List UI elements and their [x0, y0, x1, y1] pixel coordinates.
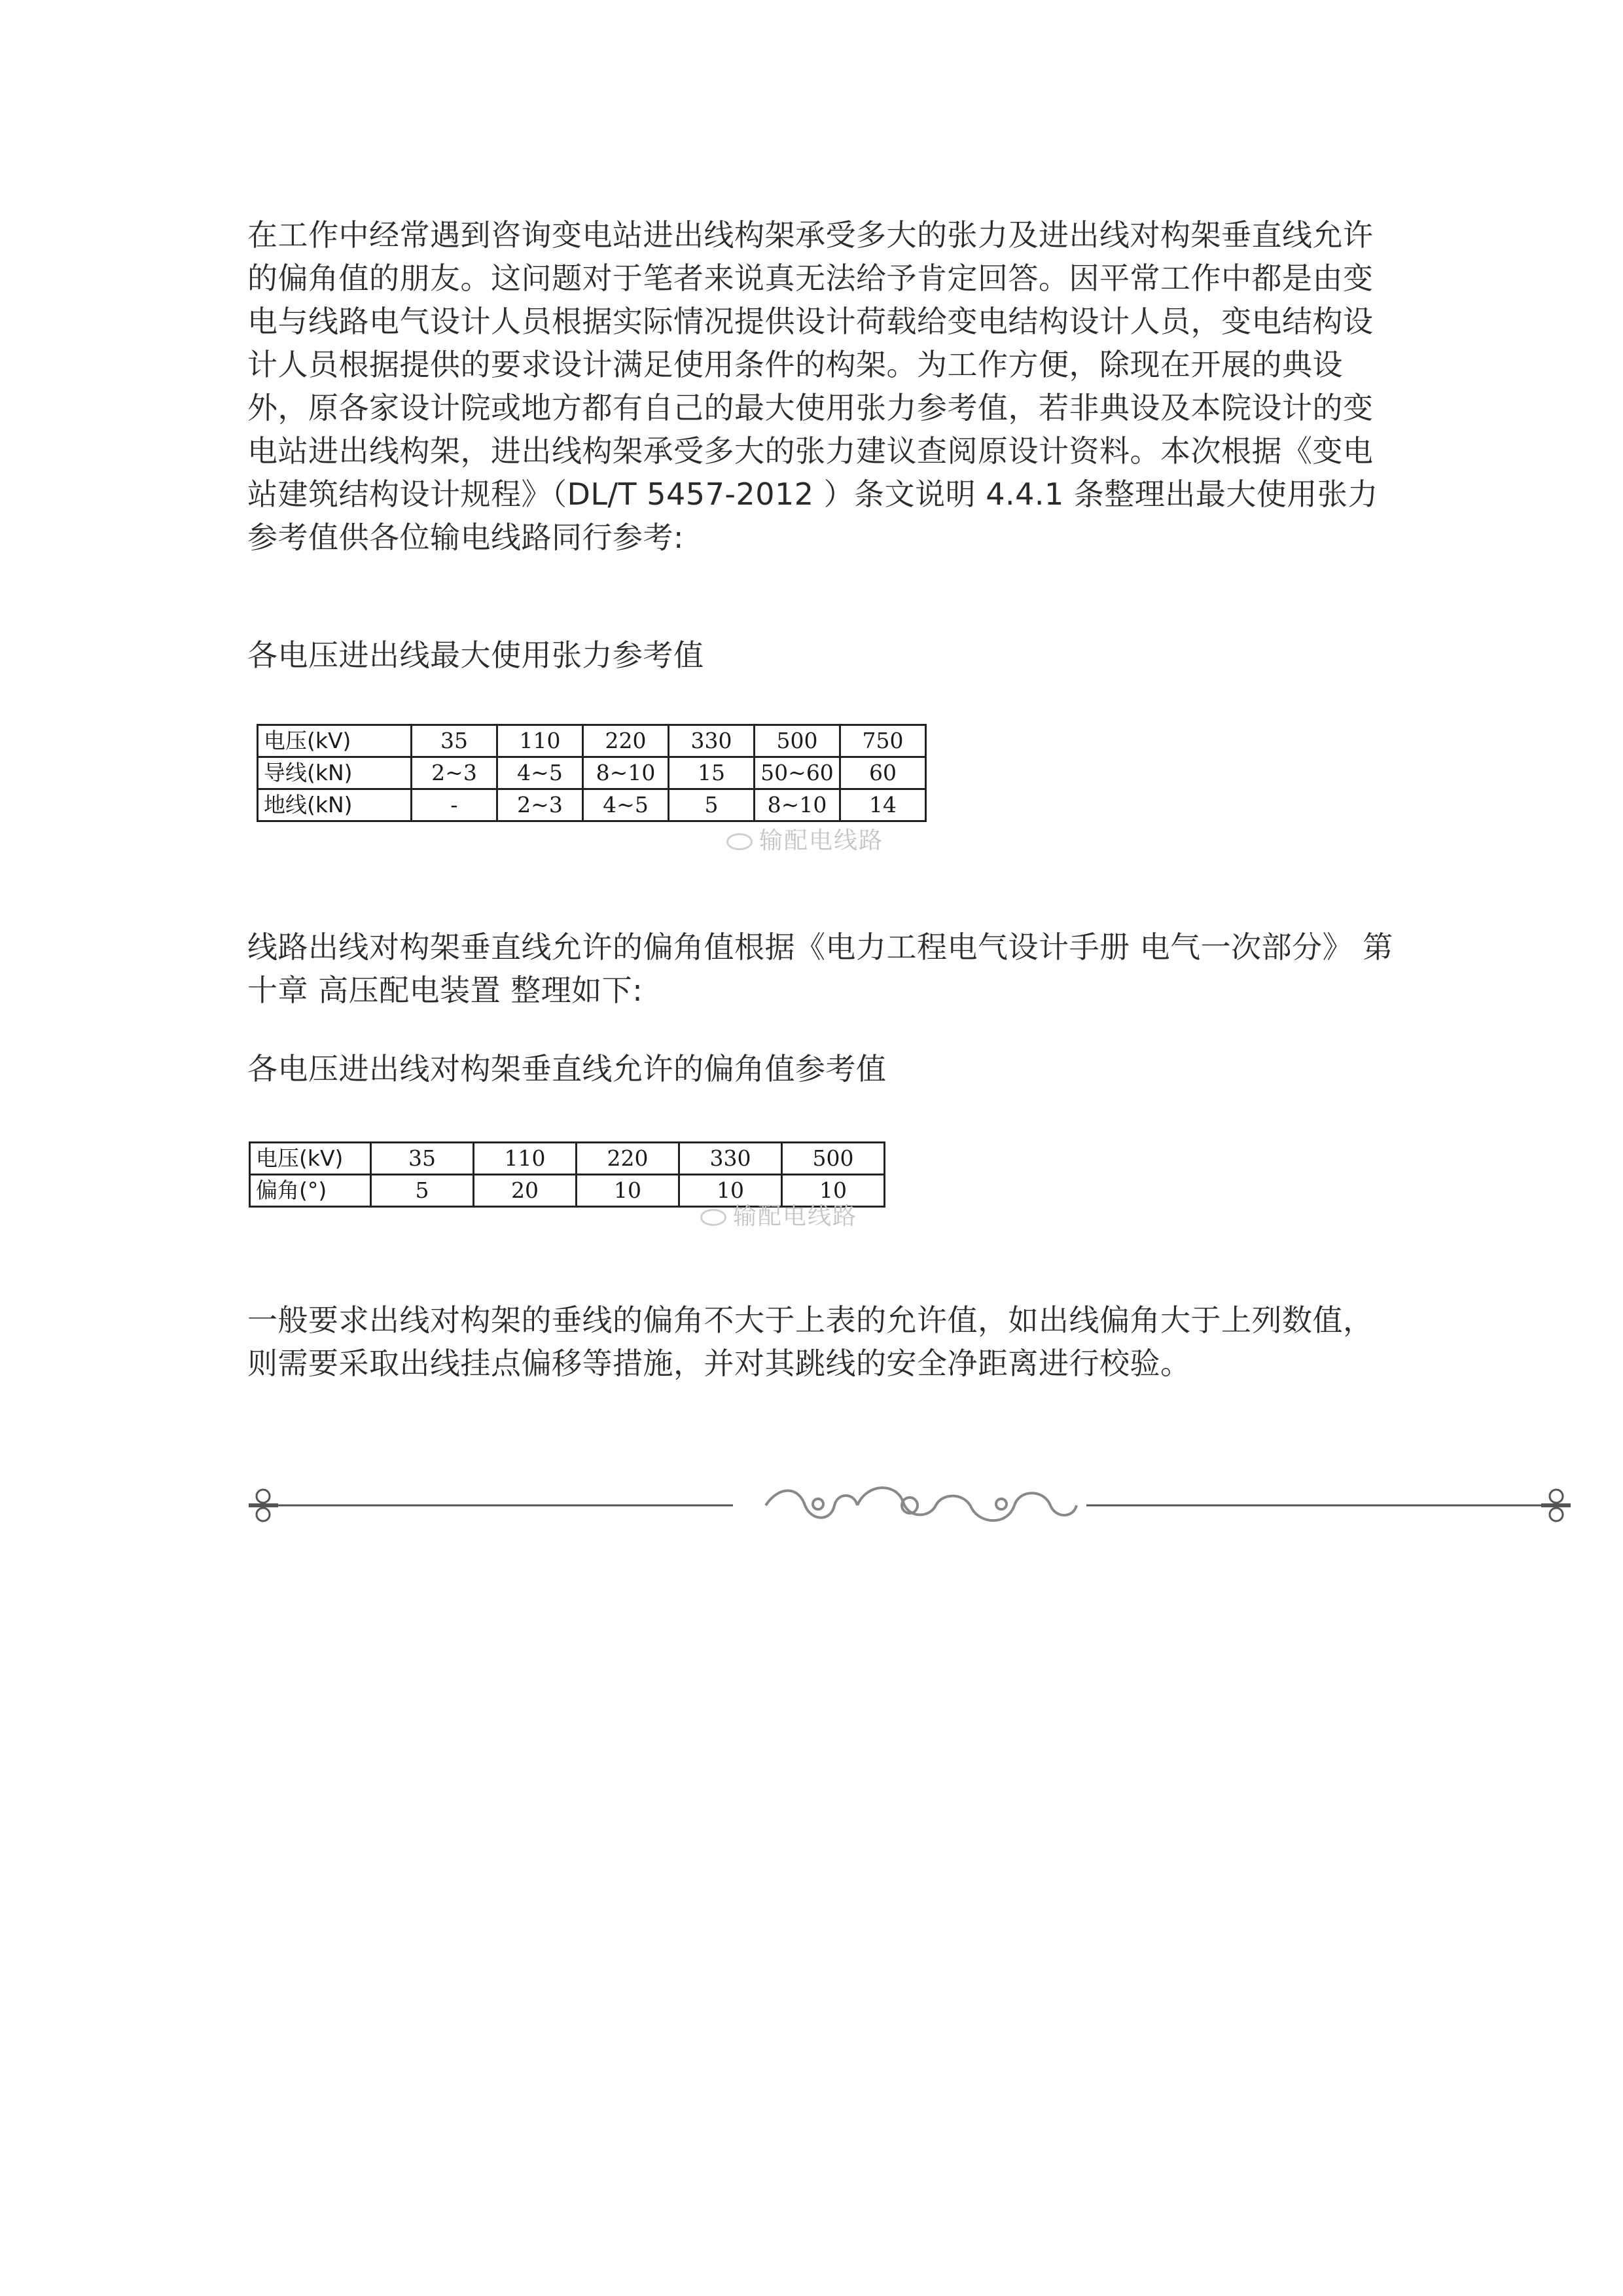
- watermark: [726, 822, 883, 855]
- conclusion-paragraph: 一般要求出线对构架的垂线的偏角不大于上表的允许值，如出线偏角大于上列数值，则需要采取出线挂点偏移等措施，并对其跳线的安全净距离进行校验。: [247, 1302, 1374, 1381]
- table-cell: 330: [679, 1143, 782, 1175]
- table-cell: 220: [583, 725, 669, 757]
- table-cell: 750: [840, 725, 926, 757]
- table-cell: 5: [669, 789, 755, 821]
- table-cell: 10: [679, 1175, 782, 1207]
- table-cell: 2~3: [497, 789, 583, 821]
- table1-caption: 各电压进出线最大使用张力参考值: [247, 637, 704, 673]
- table-cell: 8~10: [755, 789, 840, 821]
- table-cell: -: [412, 789, 497, 821]
- table-cell: 14: [840, 789, 926, 821]
- table-row: [258, 757, 926, 789]
- row-label: 偏角(°): [250, 1175, 371, 1207]
- wechat-icon: [700, 1209, 726, 1226]
- table-cell: 8~10: [583, 757, 669, 789]
- table-cell: 500: [782, 1143, 885, 1175]
- wechat-icon: [726, 833, 753, 850]
- table-cell: 110: [497, 725, 583, 757]
- table-cell: 2~3: [412, 757, 497, 789]
- table-cell: 330: [669, 725, 755, 757]
- row-label: 电压(kV): [258, 725, 412, 757]
- table-cell: 15: [669, 757, 755, 789]
- table-cell: 35: [371, 1143, 474, 1175]
- table-cell: 5: [371, 1175, 474, 1207]
- row-label: 地线(kN): [258, 789, 412, 821]
- table-cell: 20: [474, 1175, 577, 1207]
- angle-source-paragraph: 线路出线对构架垂直线允许的偏角值根据《电力工程电气设计手册 电气一次部分》 第十章 高压配电装置 整理如下:: [247, 929, 1393, 1008]
- table-row: [250, 1143, 885, 1175]
- table-cell: 110: [474, 1143, 577, 1175]
- watermark-text: 输配电线路: [759, 827, 884, 854]
- table-cell: 4~5: [583, 789, 669, 821]
- table-row: [258, 789, 926, 821]
- watermark-text: 输配电线路: [733, 1203, 858, 1230]
- table-cell: 220: [577, 1143, 679, 1175]
- table-cell: 500: [755, 725, 840, 757]
- table-cell: 60: [840, 757, 926, 789]
- table-row: [258, 725, 926, 757]
- table-cell: 35: [412, 725, 497, 757]
- row-label: 电压(kV): [250, 1143, 371, 1175]
- intro-paragraph: 在工作中经常遇到咨询变电站进出线构架承受多大的张力及进出线对构架垂直线允许的偏角值的朋友。这问题对于笔者来说真无法给予肯定回答。因平常工作中都是由变电与线路电气设计人员根据实际情况提供设计荷载给变电结构设计人员，变电结构设计人员根据提供的要求设计满足使用条件的构架。为工作方便，除现在开展的典设外，原各家设计院或地方都有自己的最大使用张力参考值，若非典设及本院设计的变电站进出线构架，进出线构架承受多大的张力建议查阅原设计资料。本次根据《变电站建筑结构设计规程》（DL/T 5457-2012 ）条文说明 4.4.1 条整理出最大使用张力参考值供各位输电线路同行参考:: [247, 217, 1378, 555]
- table-cell: 4~5: [497, 757, 583, 789]
- table2-caption: 各电压进出线对构架垂直线允许的偏角值参考值: [247, 1051, 887, 1086]
- table-cell: 10: [577, 1175, 679, 1207]
- table-cell: 10: [782, 1175, 885, 1207]
- tension-table: [257, 724, 927, 822]
- watermark: [700, 1198, 857, 1231]
- table-cell: 50~60: [755, 757, 840, 789]
- row-label: 导线(kN): [258, 757, 412, 789]
- ornamental-divider-icon: [242, 1473, 1577, 1538]
